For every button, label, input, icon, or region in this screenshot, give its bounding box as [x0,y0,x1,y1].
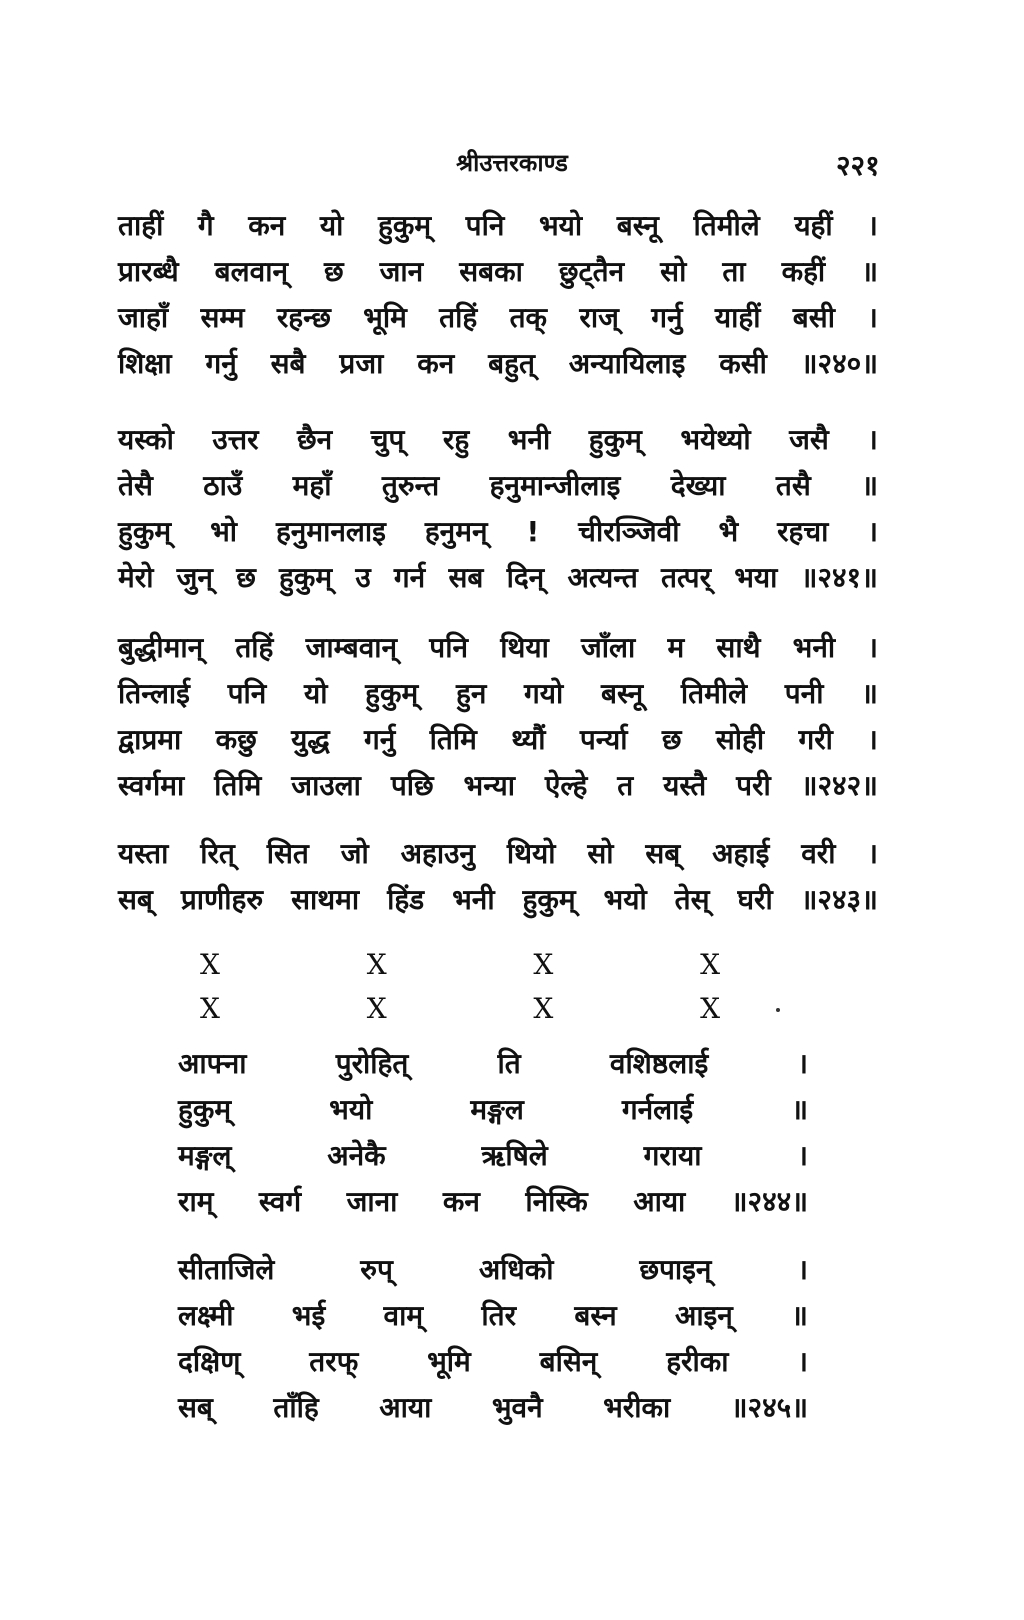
stanza [118,420,878,604]
verse-word: दक्षिण् [178,1345,241,1378]
verse-word: यहीं [794,209,833,242]
verse-word: रहु [442,423,470,456]
separator-mark: X [533,948,554,981]
verse-word: हुकुम् [279,561,333,594]
verse-word: पर्न्या [579,723,628,756]
verse-word: हुकुम् [588,423,642,456]
verse-word: द्वाप्रमा [118,723,182,756]
verse-word: तुरुन्त [381,469,440,502]
verse-word: हरीका [666,1345,729,1378]
verse-word: तेसै [118,469,153,502]
verse-word: मेरो [118,561,154,594]
verse-word: साथै [716,631,761,664]
verse-word: सब [448,561,484,594]
verse-word: । [797,1139,808,1172]
verse-word: परी [736,769,771,802]
verse-line [178,1296,808,1342]
verse-word: सब् [645,837,681,870]
verse-word: घरी [737,883,773,916]
verse-word: थिया [500,631,549,664]
verse-word: कन [442,1185,480,1218]
verse-word: । [797,1047,808,1080]
separator-mark: X [200,948,220,981]
verse-word: ॥ [791,1093,808,1126]
verse-word: सो [587,837,614,870]
verse-line [118,674,878,720]
verse-word: देख्या [670,469,726,502]
verse-word: जाना [346,1185,398,1218]
verse-word: भयो [603,883,647,916]
verse-word: तरफ् [309,1345,359,1378]
verse-word: सो [660,255,687,288]
verse-word: ॥ [861,255,878,288]
verse-word: चीरञ्जिवी [578,515,680,548]
verse-word: जाँला [581,631,636,664]
verse-word: यस्ता [118,837,169,870]
verse-word: । [867,837,878,870]
verse-word: तहिं [235,631,274,664]
verse-word: उत्तर [212,423,259,456]
verse-line [118,558,878,604]
verse-line [178,1136,808,1182]
verse-word: भनी [452,883,495,916]
verse-line [118,512,878,558]
verse-word: सम्म [200,301,245,334]
verse-word: तिमीले [680,677,748,710]
verse-word: याहीं [714,301,761,334]
verse-word: यो [319,209,344,242]
ink-speck [776,1008,780,1012]
short-stanza [178,1250,808,1434]
running-header-title: श्रीउत्तरकाण्ड [456,149,568,177]
verse-word: युद्ध [291,723,330,756]
verse-word: यो [303,677,328,710]
verse-word: म [667,631,685,664]
stanza [118,206,878,390]
verse-word: कहीं [781,255,826,288]
verse-line [178,1250,808,1296]
verse-word: भया [734,561,778,594]
verse-word: पनि [465,209,505,242]
verse-word: साथमा [291,883,360,916]
separator-mark: X [366,992,387,1025]
verse-line [118,206,878,252]
verse-word: गर्नु [364,723,396,756]
verse-word: तहिं [439,301,478,334]
verse-line [118,720,878,766]
verse-word: अनेकै [327,1139,386,1172]
verse-line [118,344,878,390]
verse-word: जुन् [176,561,213,594]
stanza [118,628,878,812]
separator-mark: X [200,992,220,1025]
verse-line [118,298,878,344]
verse-word: हुकुम् [377,209,432,242]
verse-word: भयो [329,1093,373,1126]
verse-word: पनि [227,677,267,710]
verse-word: ताहीं [118,209,164,242]
verse-word: हनुमानलाइ [275,515,386,548]
page-number: २२१ [836,149,880,182]
verse-word: अत्यन्त [567,561,638,594]
verse-word: हुकुम् [178,1093,232,1126]
verse-word: तिर [481,1299,517,1332]
verse-word: वशिष्ठलाई [609,1047,709,1080]
verse-word: जान [379,255,424,288]
verse-word: सब् [118,883,153,916]
verse-word: उ [355,561,371,594]
verse-word: मङ्गल् [178,1139,232,1172]
verse-word: भरीका [603,1391,671,1424]
verse-word: तिन्लाई [118,677,190,710]
verse-word: हनुमन् [424,515,488,548]
verse-word: चुप् [370,423,405,456]
verse-word: ता [722,255,746,288]
verse-word: छैन [297,423,333,456]
verse-word: छ [236,561,256,594]
verse-word: राम् [178,1185,214,1218]
verse-word: बलवान् [214,255,288,288]
verse-word: । [867,209,878,242]
verse-word: महाँ [292,469,332,502]
verse-word: अहाई [712,837,770,870]
verse-word: जो [340,837,369,870]
verse-word: बस्न [574,1299,617,1332]
verse-word: ॥२४०॥ [800,347,878,380]
short-stanza [178,1044,808,1228]
verse-word: । [867,631,878,664]
verse-word: लक्ष्मी [178,1299,234,1332]
verse-word: थियो [506,837,556,870]
verse-word: पुरोहित् [335,1047,409,1080]
verse-word: ॥२४४॥ [730,1185,808,1218]
verse-word: गरी [798,723,833,756]
verse-word: सीताजिले [178,1253,275,1286]
separator-row [200,948,720,981]
verse-word: छपाइन् [639,1253,712,1286]
verse-word: जाहाँ [118,301,169,334]
verse-word: भुवनै [491,1391,543,1424]
verse-word: छुट्‌तैन [558,255,625,288]
verse-word: तेस् [674,883,710,916]
verse-word: आया [379,1391,432,1424]
verse-word: तिमि [429,723,477,756]
verse-word: । [867,301,878,334]
verse-word: ॥२४३॥ [800,883,878,916]
verse-word: स्वर्गमा [118,769,185,802]
verse-word: तिमि [214,769,262,802]
verse-word: ऐल्हे [544,769,588,802]
verse-word: भई [291,1299,326,1332]
verse-word: भै [718,515,739,548]
verse-word: कसी [719,347,767,380]
verse-word: सब् [178,1391,213,1424]
verse-word: । [797,1253,808,1286]
verse-word: सोही [715,723,765,756]
verse-word: पनी [784,677,824,710]
verse-word: बस्नू [600,677,644,710]
verse-word: छ [324,255,344,288]
verse-line [118,766,878,812]
stanza [118,834,878,926]
verse-line [178,1342,808,1388]
verse-word: हिंड [387,883,425,916]
verse-word: ॥ [791,1299,808,1332]
verse-word: पनि [429,631,468,664]
verse-word: थ्यौं [511,723,546,756]
verse-line [118,420,878,466]
verse-word: स्वर्ग [258,1185,302,1218]
verse-word: छ [661,723,682,756]
verse-word: जाम्बवान् [305,631,398,664]
verse-word: बस्नू [616,209,659,242]
verse-word: गराया [643,1139,702,1172]
verse-word: तसै [775,469,811,502]
verse-line [118,834,878,880]
verse-word: जसै [789,423,829,456]
verse-word: ॥२४१॥ [800,561,878,594]
verse-word: ठाउँ [203,469,243,502]
verse-word: गै [197,209,214,242]
verse-word: भूमि [363,301,407,334]
verse-word: आइन् [674,1299,733,1332]
verse-word: गर्नु [205,347,237,380]
verse-word: पछि [390,769,434,802]
separator-mark: X [366,948,387,981]
verse-word: भूमि [427,1345,471,1378]
separator-mark: X [533,992,554,1025]
verse-line [178,1182,808,1228]
verse-word: ॥२४२॥ [800,769,878,802]
verse-word: । [867,423,878,456]
verse-word: । [867,515,878,548]
verse-word: ताँहि [273,1391,319,1424]
verse-word: वाम् [383,1299,424,1332]
verse-word: बुद्धीमान् [118,631,204,664]
verse-word: वरी [801,837,836,870]
verse-word: बसी [792,301,835,334]
verse-line [178,1090,808,1136]
verse-word: प्रजा [339,347,384,380]
verse-line [178,1044,808,1090]
separator-row [200,992,720,1025]
verse-word: हुकुम् [522,883,576,916]
verse-line [118,466,878,512]
verse-word: तिमीले [693,209,760,242]
verse-word: राज् [579,301,619,334]
verse-word: रहन्छ [276,301,331,334]
verse-word: बहुत् [488,347,535,380]
verse-word: जाउला [291,769,361,802]
verse-line [118,880,878,926]
verse-word: निस्कि [525,1185,588,1218]
verse-word: सित [266,837,309,870]
verse-word: मङ्गल [470,1093,524,1126]
verse-word: गर्न [393,561,426,594]
verse-word: त [617,769,634,802]
verse-word: दिन् [506,561,545,594]
verse-word: ऋषिले [481,1139,548,1172]
verse-word: ति [497,1047,521,1080]
verse-word: गयो [524,677,564,710]
verse-word: हुकुम् [118,515,172,548]
verse-word: भनी [507,423,551,456]
verse-word: सबका [459,255,523,288]
verse-word: तत्पर् [660,561,712,594]
verse-word: रित् [200,837,235,870]
verse-word: अधिको [478,1253,554,1286]
verse-word: सबै [270,347,306,380]
verse-line [118,252,878,298]
verse-word: यस्तै [663,769,707,802]
verse-word: रुप् [360,1253,393,1286]
verse-word: । [867,723,878,756]
verse-word: कछु [215,723,257,756]
verse-word: शिक्षा [118,347,172,380]
verse-line [118,628,878,674]
verse-word: भयो [538,209,583,242]
verse-word: प्राणीहरु [180,883,264,916]
verse-word: अन्यायिलाइ [568,347,686,380]
verse-word: हुन [455,677,487,710]
verse-word: भन्या [463,769,515,802]
verse-word: । [797,1345,808,1378]
separator-mark: X [700,948,720,981]
verse-word: तक् [509,301,548,334]
verse-word: आफ्ना [178,1047,247,1080]
verse-word: कन [248,209,286,242]
verse-word: रहचा [777,515,829,548]
verse-word: हनुमान्जीलाइ [489,469,621,502]
verse-word: भयेथ्यो [680,423,751,456]
verse-word: गर्नलाई [621,1093,694,1126]
verse-word: भो [210,515,237,548]
verse-word: बसिन् [539,1345,598,1378]
verse-word: अहाउनु [400,837,475,870]
verse-word: ॥ [861,677,878,710]
verse-line [178,1388,808,1434]
verse-word: कन [417,347,455,380]
verse-word: ! [526,515,540,548]
verse-word: आया [633,1185,686,1218]
verse-word: हुकुम् [365,677,419,710]
verse-word: भनी [792,631,836,664]
verse-word: गर्नु [651,301,683,334]
verse-word: ॥ [861,469,878,502]
verse-word: ॥२४५॥ [730,1391,808,1424]
separator-mark: X [700,992,720,1025]
verse-word: प्रारब्धै [118,255,179,288]
verse-word: यस्को [118,423,174,456]
